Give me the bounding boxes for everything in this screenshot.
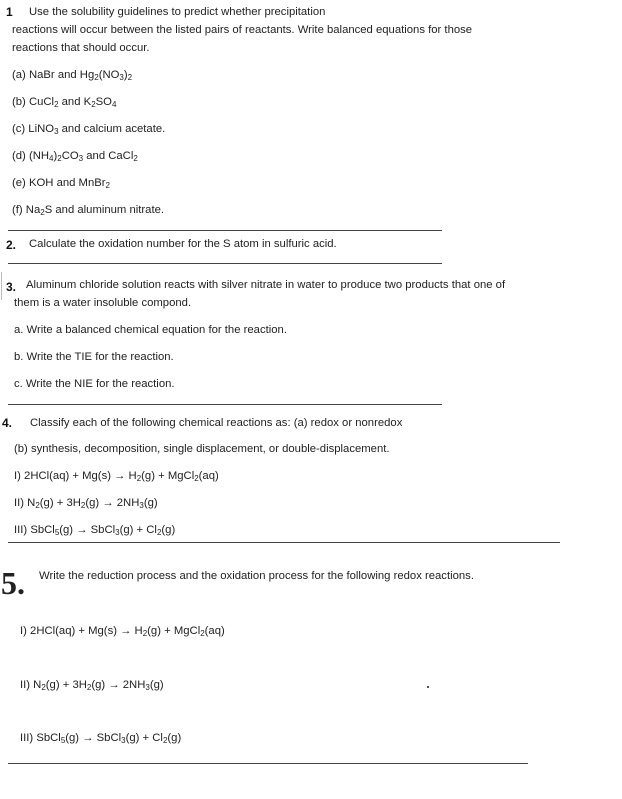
q1-line1: Use the solubility guidelines to predict whether precipitation — [29, 6, 326, 18]
q1-item-a: (a) NaBr and $Hg_2(NO_3)_2$ — [12, 69, 133, 82]
divider — [8, 263, 442, 264]
q5-reaction-1: I) $2HCl(aq) + Mg(s) \to H_2(g)$ + MgCl$_2$(aq) — [20, 625, 225, 638]
q3-line1: Aluminum chloride solution reacts with silver nitrate in water to produce two products that one of — [26, 279, 506, 291]
q1-line3: reactions that should occur. — [12, 42, 150, 54]
q5-text: Write the reduction process and the oxidation process for the following redox reactions. — [39, 570, 474, 582]
q3-item-c: c. Write the NIE for the reaction. — [14, 378, 175, 390]
q5-reaction-3: III) SbCl$_5$(g) → SbCl$_3$(g) + $Cl_2(g)$ — [20, 732, 182, 745]
q4-reaction-1: I) $2HCl(aq) + Mg(s) \to H_2(g)$ + MgCl$_2$(aq) — [14, 470, 219, 483]
q1-item-e: (e) KOH and MnBr$_2$ — [12, 177, 110, 190]
divider — [8, 763, 528, 764]
q1-number: 1 — [6, 5, 13, 19]
q4-line2: (b) synthesis, decomposition, single displacement, or double-displacement. — [14, 443, 390, 455]
q1-item-f: (f) $Na_2S$ and aluminum nitrate. — [12, 204, 165, 217]
q4-line1: Classify each of the following chemical reactions as: (a) redox or nonredox — [30, 417, 403, 429]
q5-reaction-2: II) $N_2(g) + 3H_2(g) \to 2NH_3(g)$ — [20, 679, 164, 692]
divider — [8, 230, 442, 231]
q3-item-a: a. Write a balanced chemical equation for the reaction. — [14, 324, 287, 336]
q1-item-b: (b) CuCl$_2$ and $K_2SO_4$ — [12, 96, 117, 109]
divider — [8, 404, 442, 405]
q2-number: 2. — [6, 238, 17, 252]
q1-line2: reactions will occur between the listed pairs of reactants. Write balanced equations for those — [12, 24, 473, 36]
q3-line2: them is a water insoluble compond. — [14, 297, 192, 309]
q1-item-c: (c) LiNO$_3$ and calcium acetate. — [12, 123, 166, 136]
divider — [8, 542, 560, 543]
q3-item-b: b. Write the TIE for the reaction. — [14, 351, 174, 363]
margin-rule — [1, 272, 2, 300]
q4-reaction-2: II) $N_2(g) + 3H_2(g) \to 2NH_3(g)$ — [14, 497, 158, 510]
q4-number: 4. — [2, 416, 13, 430]
q3-number: 3. — [6, 280, 17, 294]
q4-reaction-3: III) SbCl$_5$(g) → SbCl$_3$(g) + $Cl_2(g)$ — [14, 524, 176, 537]
q2-text: Calculate the oxidation number for the S atom in sulfuric acid. — [29, 238, 337, 250]
stray-dot — [427, 686, 429, 688]
q1-item-d: (d) $(NH_4)_2CO_3$ and CaCl$_2$ — [12, 150, 138, 163]
q5-number: 5. — [1, 565, 25, 601]
